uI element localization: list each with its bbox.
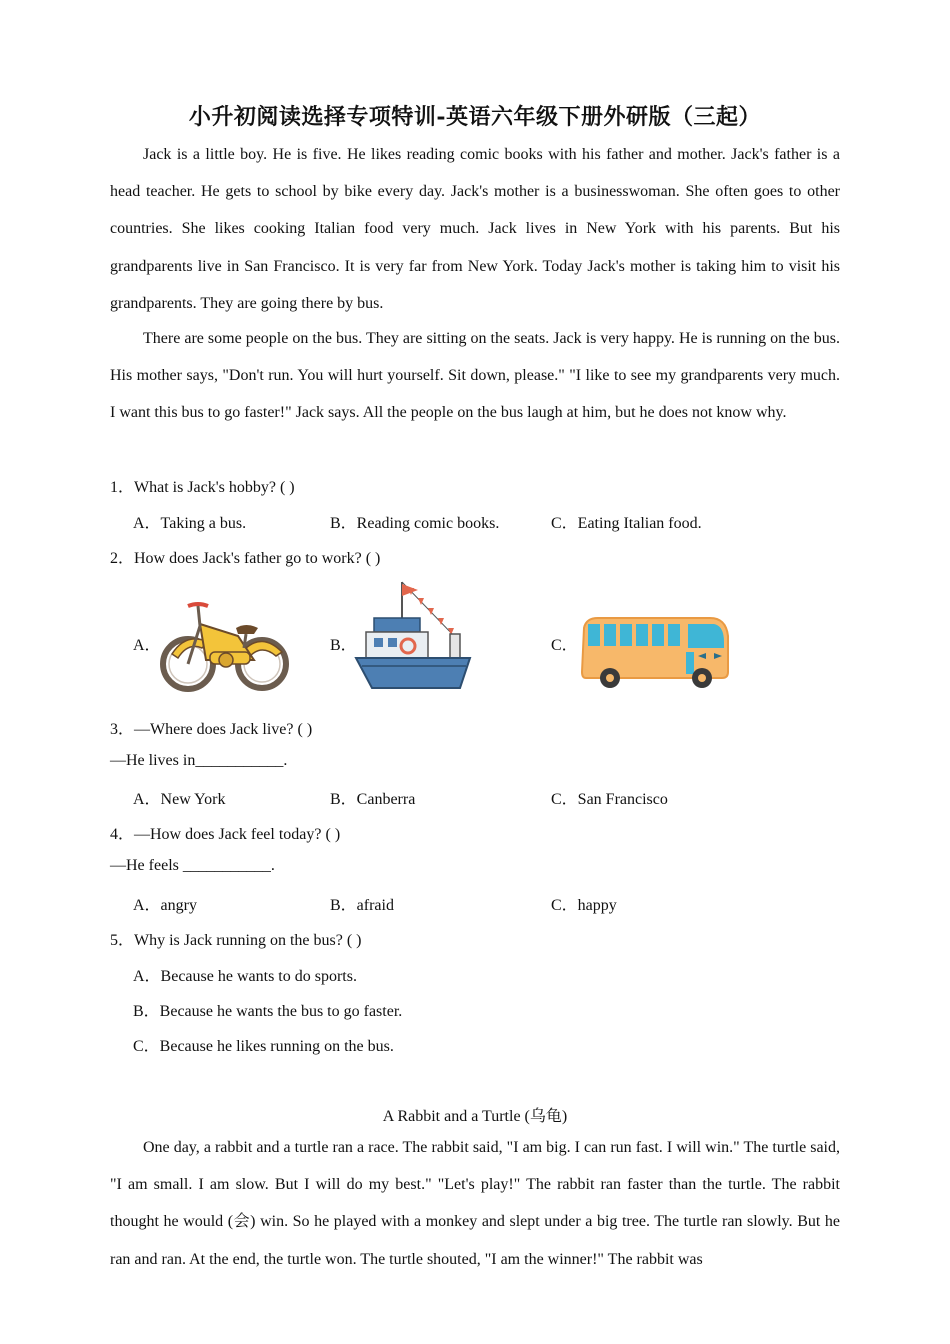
question-1-option-b[interactable]: B．Reading comic books.	[330, 515, 500, 532]
question-4-stem: 4．—How does Jack feel today? ( )	[110, 826, 341, 843]
boat-icon	[352, 576, 474, 694]
question-3-option-a[interactable]: A．New York	[133, 791, 226, 808]
question-4-option-c[interactable]: C．happy	[551, 897, 617, 914]
question-4-option-b[interactable]: B．afraid	[330, 897, 394, 914]
question-5-stem: 5．Why is Jack running on the bus? ( )	[110, 932, 362, 949]
passage1-paragraph1: Jack is a little boy. He is five. He likes reading comic books with his father and mother. Jack's father is a head teacher. He gets to school by bike every day. Jack's mother is a businesswoman. She often goes to other countries. She likes cooking Italian food very much. Jack lives in New York with his parents. But his grandparents live in San Francisco. It is very far from New York. Today Jack's mother is taking him to visit his grandparents. They are going there by bus.	[110, 146, 840, 312]
question-2-option-b[interactable]: B．	[330, 637, 357, 654]
question-3-stem: 3．—Where does Jack live? ( )	[110, 721, 313, 738]
question-2-option-a[interactable]: A．	[133, 637, 161, 654]
question-3-blank: —He lives in___________.	[110, 752, 288, 769]
question-2-stem: 2．How does Jack's father go to work? ( )	[110, 550, 381, 567]
page-title: 小升初阅读选择专项特训-英语六年级下册外研版（三起）	[188, 104, 762, 130]
passage1-paragraph2: There are some people on the bus. They are sitting on the seats. Jack is very happy. He is running on the bus. His mother says, "Don't run. You will hurt yourself. Sit down, please." "I like to see my grandparents very much. I want this bus to go faster!" Jack says. All the people on the bus laugh at him, but he does not know why.	[110, 330, 840, 422]
question-1-option-a[interactable]: A．Taking a bus.	[133, 515, 247, 532]
bus-icon	[578, 612, 732, 692]
passage2-title: A Rabbit and a Turtle (乌龟)	[382, 1108, 568, 1125]
question-5-option-c[interactable]: C．Because he likes running on the bus.	[133, 1038, 394, 1055]
question-5-option-a[interactable]: A．Because he wants to do sports.	[133, 968, 357, 985]
question-1-stem: 1．What is Jack's hobby? ( )	[110, 479, 295, 496]
question-5-option-b[interactable]: B．Because he wants the bus to go faster.	[133, 1003, 403, 1020]
question-3-option-b[interactable]: B．Canberra	[330, 791, 416, 808]
question-2-option-c[interactable]: C．	[551, 637, 578, 654]
question-3-option-c[interactable]: C．San Francisco	[551, 791, 668, 808]
bicycle-icon	[158, 598, 290, 694]
question-4-option-a[interactable]: A．angry	[133, 897, 197, 914]
question-4-blank: —He feels ___________.	[110, 857, 275, 874]
question-1-option-c[interactable]: C．Eating Italian food.	[551, 515, 702, 532]
passage2-paragraph1: One day, a rabbit and a turtle ran a race. The rabbit said, "I am big. I can run fast. I will win." The turtle said, "I am small. I am slow. But I will do my best." "Let's play!" The rabbit ran faster than the turtle. The rabbit thought he would (会) win. So he played with a monkey and slept under a big tree. The turtle ran slowly. But he ran and ran. At the end, the turtle won. The turtle shouted, "I am the winner!" The rabbit was	[110, 1139, 841, 1268]
